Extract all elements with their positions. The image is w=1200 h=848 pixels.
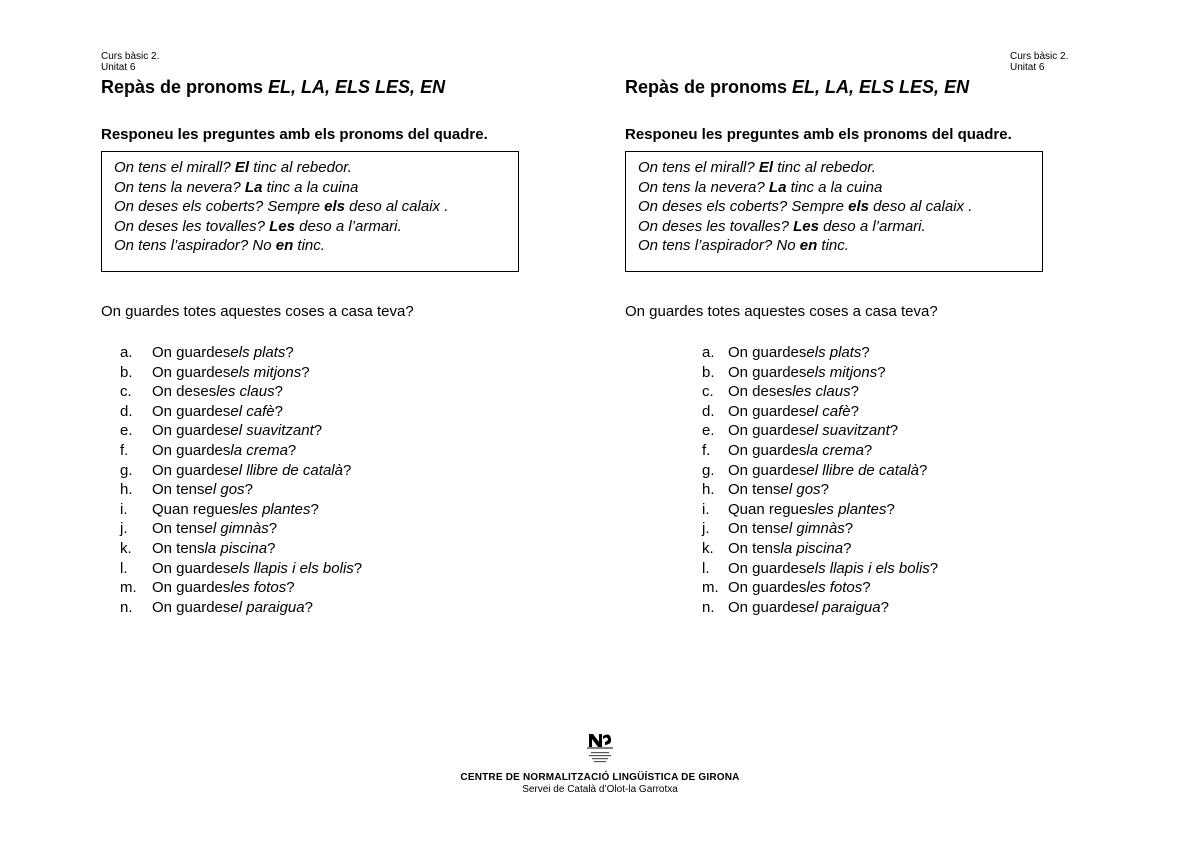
- list-item: j. On tens el gimnàs ?: [120, 520, 278, 538]
- page-title: Repàs de pronoms EL, LA, ELS LES, EN: [625, 77, 970, 97]
- service-name: Servei de Català d’Olot-la Garrotxa: [522, 784, 678, 795]
- title-pronouns: EL, LA, ELS LES, EN: [268, 77, 446, 97]
- example-line: On tens el mirall? El tinc al rebedor.: [114, 159, 352, 176]
- list-item: g. On guardes el llibre de català ?: [120, 461, 352, 479]
- list-item: k. On tens la piscina ?: [120, 539, 276, 557]
- list-item: c. On deses les claus ?: [702, 383, 859, 401]
- list-item: d. On guardes el cafè ?: [120, 402, 283, 420]
- list-item: m. On guardes les fotos ?: [120, 579, 295, 597]
- worksheet-left: [101, 0, 571, 700]
- list-item: g. On guardes el llibre de català ?: [702, 461, 928, 479]
- question: On guardes totes aquestes coses a casa teva?: [625, 303, 938, 320]
- list-item: e. On guardes el suavitzant ?: [120, 422, 323, 440]
- list-item: m. On guardes les fotos ?: [702, 579, 871, 597]
- course-header: [101, 51, 159, 73]
- list-item: b. On guardes els mitjons ?: [120, 363, 310, 381]
- example-line: On tens el mirall? El tinc al rebedor.: [638, 159, 876, 176]
- list-item: f. On guardes la crema ?: [120, 441, 297, 459]
- question-list: [702, 343, 938, 617]
- example-line: On deses les tovalles? Les deso a l’armari.: [638, 217, 926, 235]
- list-item: n. On guardes el paraigua ?: [702, 598, 889, 616]
- course-header: [1010, 51, 1068, 73]
- question-list: [120, 343, 362, 617]
- course-label: Curs bàsic 2.: [101, 51, 160, 62]
- list-item: n. On guardes el paraigua ?: [120, 598, 313, 616]
- list-item: l. On guardes els llapis i els bolis ?: [702, 559, 939, 577]
- worksheet-right: [625, 0, 1095, 700]
- instruction: Responeu les preguntes amb els pronoms del quadre.: [101, 126, 488, 143]
- list-item: i. Quan regues les plantes ?: [120, 500, 319, 518]
- page-title: Repàs de pronoms EL, LA, ELS LES, EN: [101, 77, 446, 97]
- instruction: Responeu les preguntes amb els pronoms del quadre.: [625, 126, 1012, 143]
- list-item: j. On tens el gimnàs ?: [702, 520, 854, 538]
- list-item: l. On guardes els llapis i els bolis ?: [120, 559, 363, 577]
- example-line: On deses els coberts? Sempre els deso al calaix .: [114, 198, 449, 216]
- list-item: a. On guardes els plats ?: [120, 344, 294, 361]
- course-label: Curs bàsic 2.: [1010, 51, 1069, 62]
- list-item: i. Quan regues les plantes ?: [702, 500, 895, 518]
- list-item: e. On guardes el suavitzant ?: [702, 422, 899, 440]
- example-line: On tens la nevera? La tinc a la cuina: [638, 178, 883, 196]
- examples-box: [625, 151, 1043, 272]
- list-item: h. On tens el gos ?: [702, 481, 829, 499]
- list-item: h. On tens el gos ?: [120, 481, 253, 499]
- example-line: On deses els coberts? Sempre els deso al calaix .: [638, 198, 973, 216]
- example-line: On tens la nevera? La tinc a la cuina: [114, 178, 359, 196]
- footer: [0, 730, 1200, 795]
- unit-label: Unitat 6: [1010, 62, 1045, 73]
- list-item: c. On deses les claus ?: [120, 383, 283, 401]
- cpnl-logo-icon: [583, 730, 617, 770]
- examples-box: [101, 151, 519, 272]
- list-item: k. On tens la piscina ?: [702, 539, 852, 557]
- unit-label: Unitat 6: [101, 62, 136, 73]
- question: On guardes totes aquestes coses a casa teva?: [101, 303, 414, 320]
- organization-name: CENTRE DE NORMALITZACIÓ LINGÜÍSTICA DE GIRONA: [460, 772, 740, 783]
- title-pronouns: EL, LA, ELS LES, EN: [792, 77, 970, 97]
- example-line: On deses les tovalles? Les deso a l’armari.: [114, 217, 402, 235]
- list-item: a. On guardes els plats ?: [702, 344, 870, 361]
- list-item: f. On guardes la crema ?: [702, 441, 873, 459]
- example-line: On tens l’aspirador? No en tinc.: [114, 237, 325, 255]
- list-item: b. On guardes els mitjons ?: [702, 363, 886, 381]
- list-item: d. On guardes el cafè ?: [702, 402, 859, 420]
- example-line: On tens l’aspirador? No en tinc.: [638, 237, 849, 255]
